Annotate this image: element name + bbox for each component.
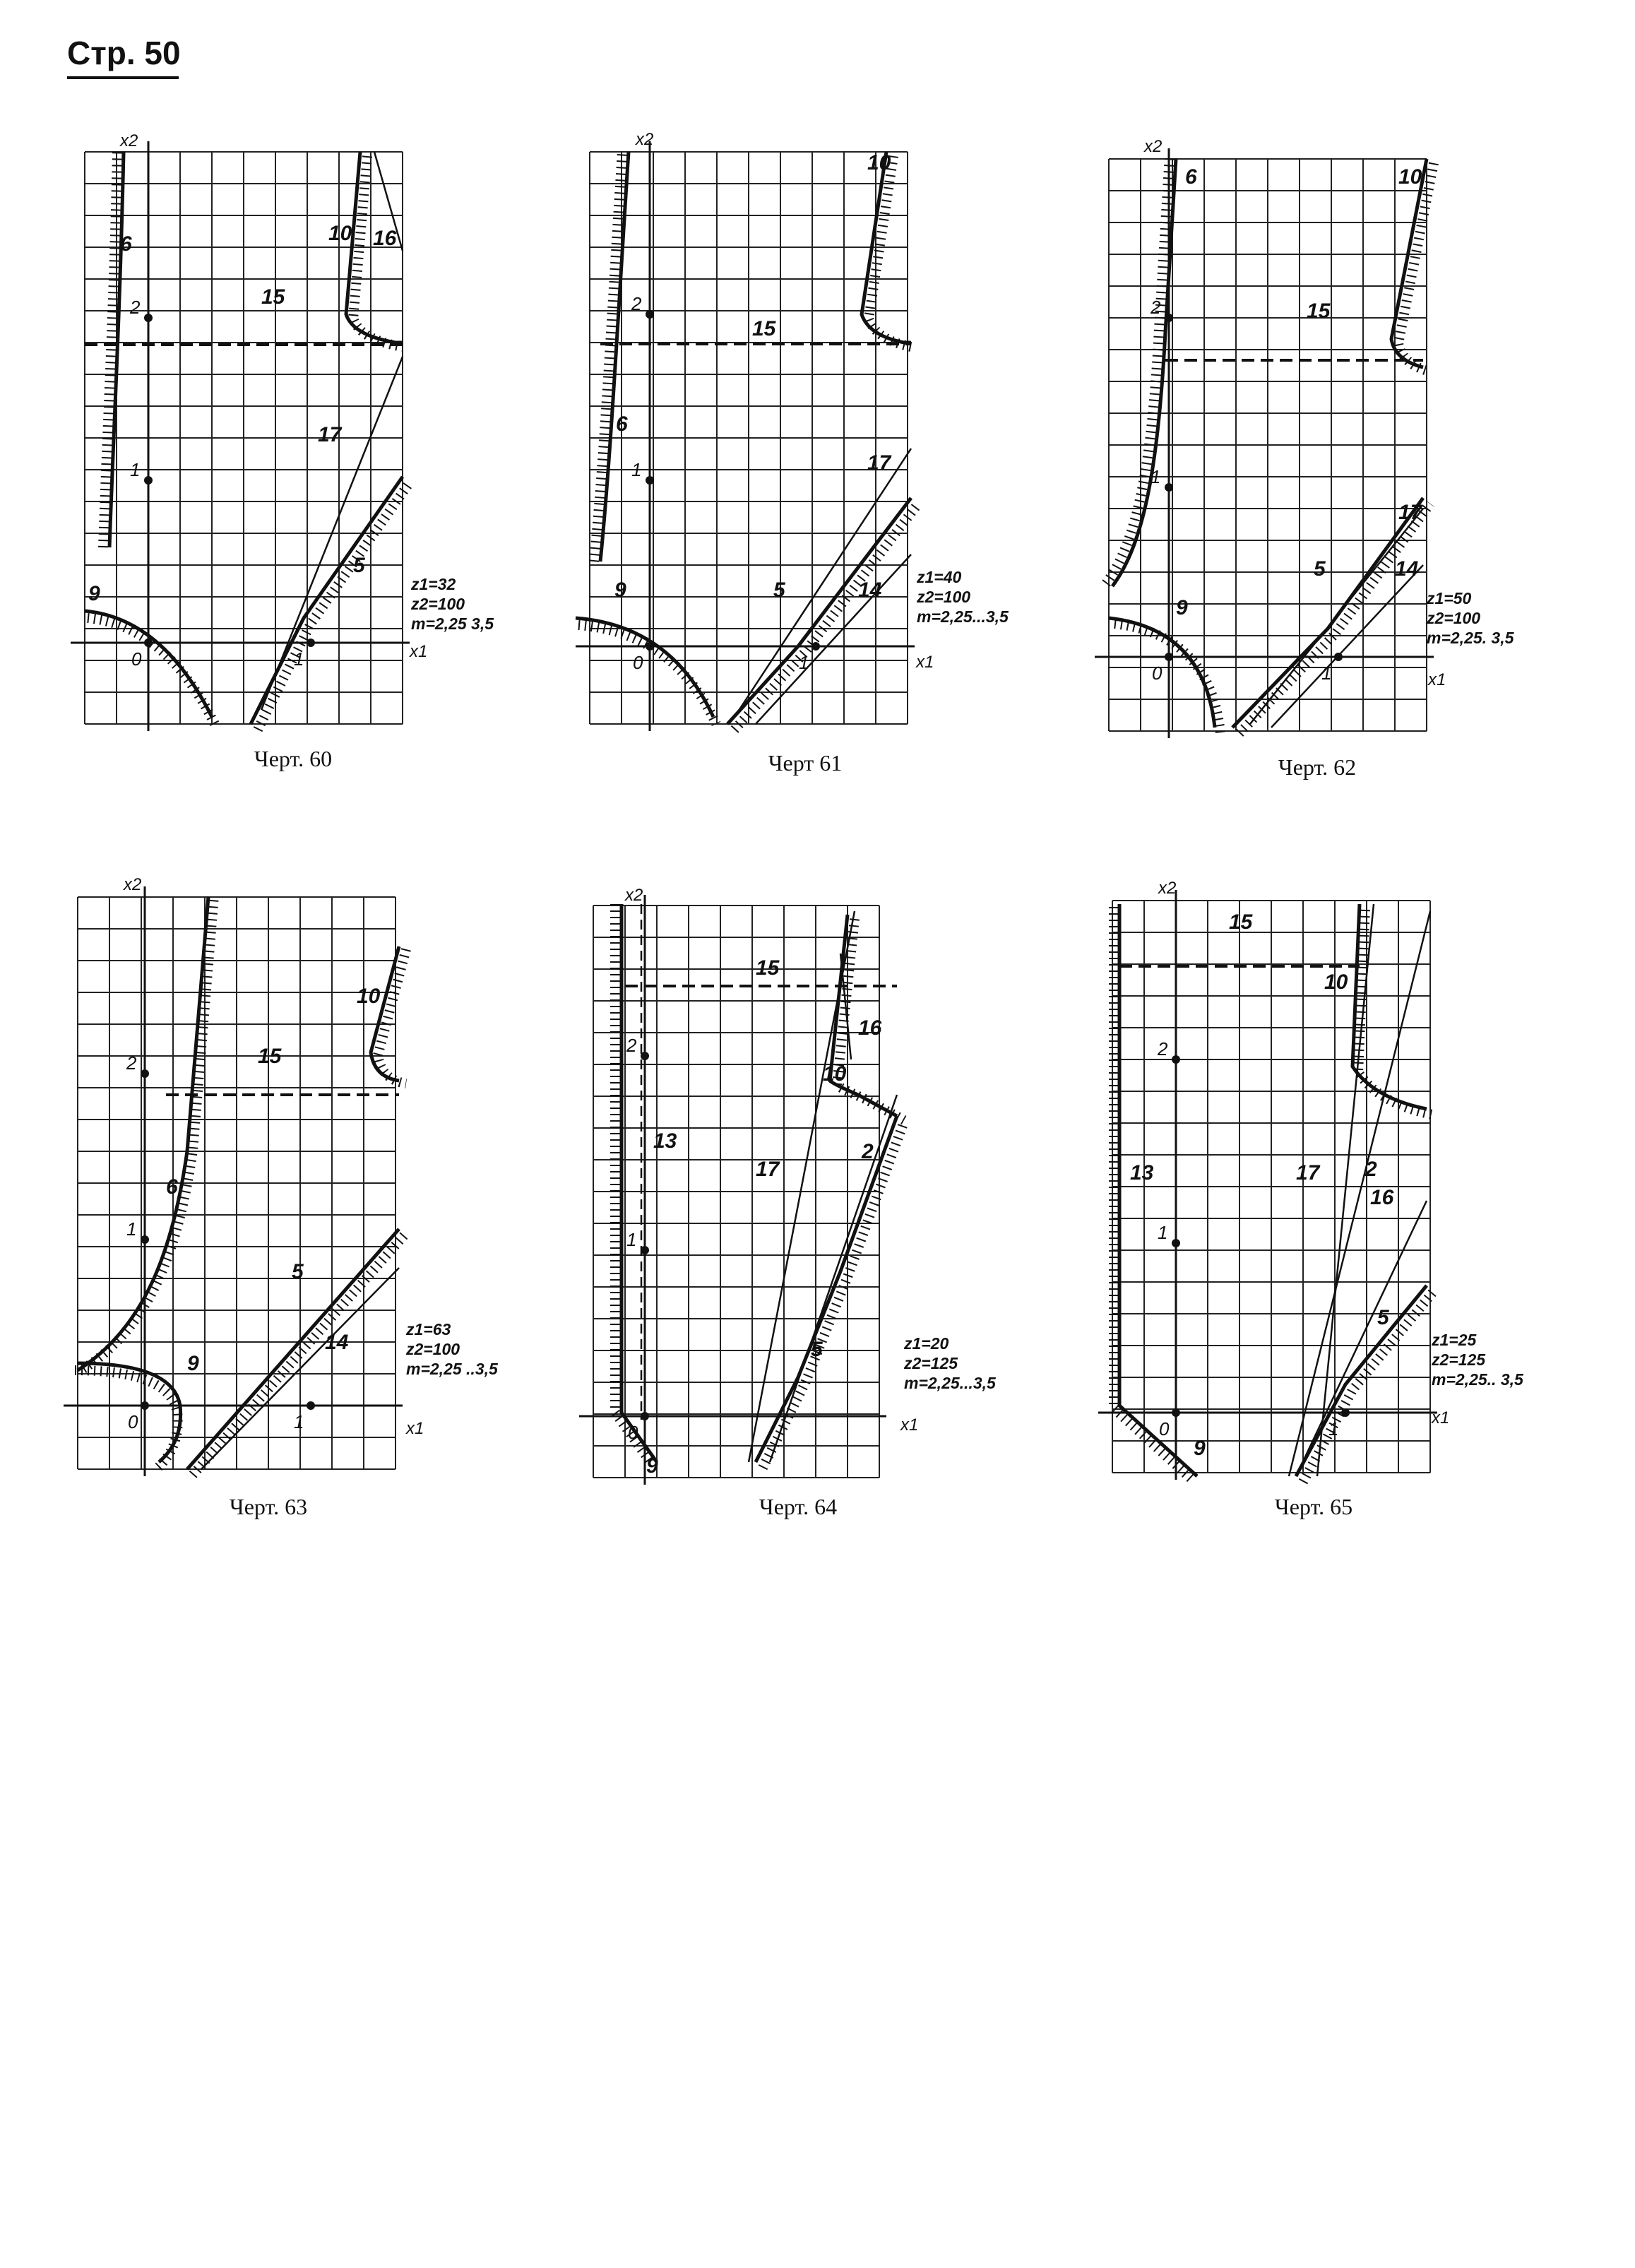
curve-label: 6: [166, 1175, 178, 1199]
tick-dot-x: [641, 1412, 649, 1420]
curve-label: 17: [318, 423, 342, 446]
parameter-line: m=2,25...3,5: [917, 607, 1009, 626]
tick-dot-y: [641, 1052, 649, 1060]
tick-dot-y: [141, 1235, 149, 1244]
tick-label-x: 0: [628, 1422, 638, 1443]
figure-60-diagram: [71, 131, 494, 809]
parameter-line: z1=32: [411, 575, 456, 593]
caption-figure-62: Черт. 62: [1278, 754, 1357, 780]
curve-label: 9: [646, 1454, 658, 1478]
curve-label: 10: [328, 222, 352, 245]
tick-label-y: 2: [130, 297, 141, 318]
curve-label: 15: [1229, 910, 1253, 934]
figure-64: [586, 886, 1038, 1519]
tick-label-y: 2: [1151, 297, 1161, 318]
tick-dot-x: [1334, 653, 1343, 661]
axis-x1-label: x1: [1428, 670, 1446, 689]
curve-label: 9: [1194, 1437, 1206, 1460]
curve-9-hatch: [75, 1370, 178, 1469]
tick-label-x: 0: [1152, 663, 1163, 684]
curve-label: 17: [756, 1158, 780, 1181]
parameter-line: z2=100: [1427, 609, 1481, 627]
caption-figure-63: Черт. 63: [229, 1494, 308, 1519]
curve-label: 10: [1398, 165, 1422, 189]
curve-label: 15: [1307, 299, 1331, 323]
curve-6-hatch: [1106, 156, 1170, 583]
tick-dot-y: [1172, 1055, 1180, 1064]
tick-dot-y: [641, 1246, 649, 1254]
curve-9: [576, 618, 713, 717]
parameter-line: z1=63: [406, 1320, 451, 1338]
page-number: Стр. 50: [67, 35, 181, 71]
parameter-line: z2=100: [406, 1340, 460, 1358]
parameter-line: m=2,25 ..3,5: [406, 1360, 498, 1378]
tick-label-x: 0: [128, 1411, 138, 1432]
curve-label: 15: [756, 956, 780, 980]
tick-label-x: 1: [294, 1411, 304, 1432]
tick-dot-y: [646, 310, 654, 319]
tick-label-x: 1: [294, 648, 304, 670]
curve-label: 5: [811, 1338, 823, 1361]
curve-label: 13: [1130, 1161, 1154, 1185]
axis-x1-label: x1: [410, 642, 428, 661]
figure-61: [572, 130, 1010, 809]
axis-x1-label: x1: [1432, 1408, 1450, 1427]
curve-label: 14: [325, 1331, 349, 1354]
curve-label: 10: [867, 151, 891, 174]
curve-label: 10: [1324, 970, 1348, 994]
curve-label: 13: [653, 1129, 677, 1153]
curve-16: [1296, 1201, 1427, 1476]
tick-dot-y: [1165, 483, 1173, 492]
curves: [576, 152, 918, 730]
parameter-line: m=2,25.. 3,5: [1432, 1370, 1523, 1389]
tick-label-x: 1: [1328, 1418, 1339, 1439]
tick-dot-x: [144, 639, 153, 647]
parameter-line: z2=125: [904, 1354, 958, 1372]
tick-dot-y: [646, 476, 654, 485]
tick-dot-x: [307, 639, 315, 647]
tick-label-y: 2: [626, 1035, 637, 1056]
figure-60: [71, 131, 494, 809]
curve-label: 10: [823, 1062, 847, 1086]
curve-label: 16: [858, 1016, 882, 1040]
figure-65: [1105, 879, 1571, 1519]
axes: [1098, 890, 1437, 1480]
curves: [75, 896, 406, 1475]
curve-label: 5: [773, 578, 785, 602]
figure-63-diagram: [67, 875, 547, 1519]
curve-label: 6: [1185, 165, 1197, 189]
curve-13-hatch: [1114, 907, 1191, 1479]
parameter-line: m=2,25 3,5: [411, 615, 494, 633]
tick-label-x: 0: [633, 652, 643, 673]
figure-65-diagram: [1105, 879, 1571, 1519]
labels: [624, 886, 997, 1478]
curve-6-hatch: [594, 152, 622, 562]
curve-label: 9: [88, 582, 100, 605]
tick-label-y: 1: [1151, 466, 1161, 487]
tick-label-y: 1: [126, 1218, 137, 1240]
tick-label-y: 1: [1158, 1222, 1168, 1243]
curve-13: [1119, 904, 1197, 1476]
tick-label-x: 1: [799, 652, 809, 673]
parameter-line: z1=50: [1427, 589, 1472, 607]
curve-5-hatch: [1303, 1291, 1434, 1482]
curve-label: 17: [1398, 501, 1422, 524]
curves: [615, 904, 904, 1468]
tick-dot-y: [144, 476, 153, 485]
parameter-line: z1=20: [904, 1334, 949, 1353]
parameter-line: z1=25: [1432, 1331, 1477, 1349]
curve-label: 15: [261, 285, 285, 309]
tick-dot-y: [141, 1069, 149, 1078]
curve-label: 5: [292, 1260, 304, 1283]
tick-dot-y: [1172, 1239, 1180, 1247]
figure-64-diagram: [586, 886, 1038, 1519]
axis-x2-label: x2: [1158, 879, 1177, 898]
curve-label: 9: [187, 1352, 199, 1375]
curve-label: 17: [867, 451, 891, 475]
axis-x2-label: x2: [120, 131, 138, 150]
curve-14: [1271, 565, 1423, 728]
curve-label: 5: [353, 554, 365, 577]
grid: [78, 897, 396, 1469]
tick-label-x: 1: [1321, 663, 1332, 684]
tick-dot-x: [1172, 1408, 1180, 1417]
curve-10-hatch: [353, 156, 403, 347]
figure-62: [1102, 137, 1561, 819]
axis-x2-label: x2: [636, 130, 654, 149]
parameter-line: m=2,25. 3,5: [1427, 629, 1514, 647]
tick-label-y: 1: [631, 459, 642, 480]
curve-label: 16: [1370, 1186, 1394, 1209]
curve-13: [622, 904, 657, 1462]
axis-x2-label: x2: [124, 875, 142, 894]
grid: [590, 152, 908, 724]
tick-dot-y: [1165, 314, 1173, 322]
tick-dot-y: [144, 314, 153, 322]
curve-label: 6: [616, 412, 628, 436]
curve-label: 5: [1377, 1306, 1389, 1329]
caption-figure-61: Черт 61: [768, 750, 843, 776]
grid: [593, 906, 879, 1478]
curve-label: 17: [1296, 1161, 1320, 1185]
grid: [85, 152, 403, 724]
tick-dot-x: [307, 1401, 315, 1410]
parameter-line: z2=100: [411, 595, 465, 613]
curve-label: 6: [120, 232, 132, 256]
curve-label: 16: [373, 227, 397, 250]
tick-dot-x: [646, 642, 654, 651]
caption-figure-65: Черт. 65: [1274, 1494, 1353, 1519]
tick-label-y: 1: [626, 1229, 637, 1250]
axis-x1-label: x1: [900, 1415, 919, 1435]
curve-label: 14: [1395, 557, 1419, 581]
axis-x2-label: x2: [1144, 137, 1163, 156]
axis-x2-label: x2: [625, 886, 643, 905]
curve-6: [600, 152, 629, 562]
page-number-underline: [67, 76, 179, 79]
axes: [1095, 148, 1434, 738]
labels: [123, 875, 499, 1438]
caption-figure-60: Черт. 60: [254, 746, 333, 771]
curve-2: [770, 1095, 897, 1462]
tick-label-y: 1: [130, 459, 141, 480]
figure-62-diagram: [1102, 137, 1561, 819]
curve-label: 15: [752, 317, 776, 340]
tick-label-x: 0: [1159, 1418, 1170, 1439]
axes: [64, 886, 403, 1476]
curve-6: [78, 897, 208, 1370]
tick-label-y: 2: [631, 293, 642, 314]
tick-dot-x: [1165, 653, 1173, 661]
tick-dot-x: [1341, 1408, 1350, 1417]
curve-10: [830, 915, 897, 1116]
axis-x1-label: x1: [406, 1419, 424, 1438]
curve-label: 9: [1176, 596, 1188, 619]
curve-9-hatch: [88, 618, 215, 724]
curve-label: 2: [862, 1140, 874, 1163]
curve-label: 10: [357, 985, 381, 1008]
axis-x1-label: x1: [916, 653, 934, 672]
curve-6-hatch: [83, 896, 214, 1369]
parameter-line: z2=125: [1432, 1350, 1486, 1369]
curve-label: 14: [858, 578, 882, 602]
parameter-line: z2=100: [917, 588, 971, 606]
tick-label-x: 0: [131, 648, 142, 670]
tick-dot-x: [811, 642, 820, 651]
curve-label: 15: [258, 1045, 282, 1068]
caption-figure-64: Черт. 64: [759, 1494, 838, 1519]
figure-61-diagram: [572, 130, 1010, 809]
tick-dot-x: [141, 1401, 149, 1410]
curve-label: 2: [1365, 1158, 1377, 1181]
curve-5-hatch: [735, 504, 918, 730]
figure-63: [67, 875, 547, 1519]
parameter-line: m=2,25...3,5: [904, 1374, 996, 1392]
curve-label: 9: [614, 578, 626, 602]
tick-label-y: 2: [126, 1052, 137, 1074]
axes: [576, 141, 915, 731]
curve-label: 5: [1314, 557, 1326, 581]
tick-label-y: 2: [1158, 1038, 1168, 1059]
curve-5: [727, 498, 911, 724]
parameter-line: z1=40: [917, 568, 962, 586]
